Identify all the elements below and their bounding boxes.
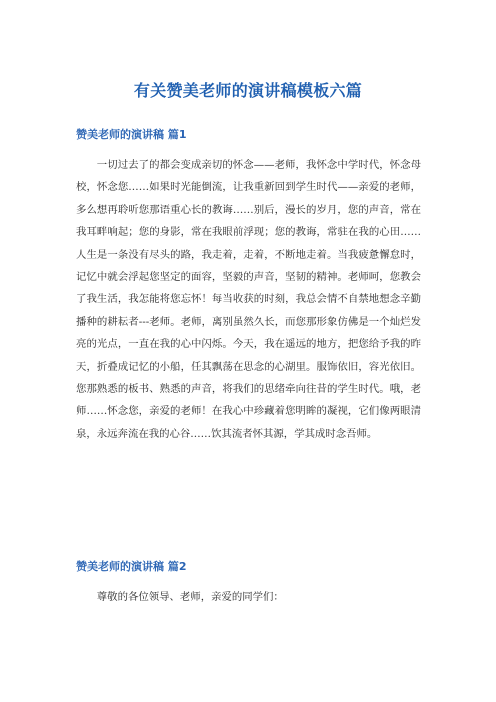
document-title: 有关赞美老师的演讲稿模板六篇 — [133, 81, 363, 100]
section-2-paragraph: 尊敬的各位领导、老师，亲爱的同学们： — [96, 591, 284, 603]
section-heading-2: 赞美老师的演讲稿 篇2 — [76, 560, 187, 573]
section-1-paragraph: 一切过去了的都会变成亲切的怀念——老师，我怀念中学时代，怀念母校，怀念您……如果时光能倒流，让我重新回到学生时代——亲爱的老师，多么想再聆听您那语重心长的教诲……别后，漫长的岁月，您的声音，常在我耳畔响起；您的身影，常在我眼前浮现；您的教诲，常驻在我的心田……人生是一条没有尽头的路，我走着，走着，不断地走着。当我疲惫懈怠时，记忆中就会浮起您坚定的面容，坚毅的声音，坚韧的精神。老师呵，您教会了我生活，我怎能将您忘怀！每当收获的时刻，我总会情不自禁地想念辛勤播种的耕耘者---老师。老师，离别虽然久长，而您那形象仿佛是一个灿烂发亮的光点，一直在我的心中闪烁。今天，我在遥远的地方，把您给予我的昨天，折叠成记忆的小船，任其飘荡在思念的心湖里。服饰依旧，容光依旧。您那熟悉的板书、熟悉的声音，将我们的思绪牵向往昔的学生时代。哦，老师……怀念您，亲爱的老师！在我心中珍藏着您明眸的凝视，它们像两眼清泉，永远奔流在我的心谷……饮其流者怀其源，学其成时念吾师。 — [76, 159, 421, 440]
section-heading-1: 赞美老师的演讲稿 篇1 — [76, 128, 187, 141]
